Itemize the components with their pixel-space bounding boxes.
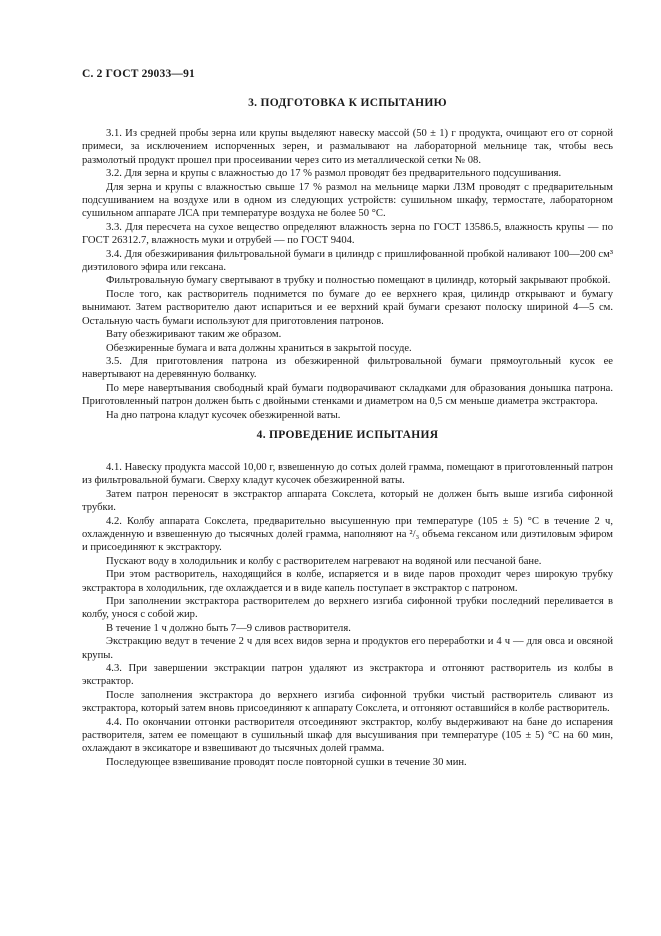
section-preparation bbox=[82, 97, 613, 422]
paragraph: При заполнении экстрактора растворителем до верхнего изгиба сифонной трубки последний переливается в колбу, унося с собой жир. bbox=[82, 596, 613, 621]
paragraph: После того, как растворитель поднимется по бумаге до ее верхнего края, цилиндр открывают и бумагу вынимают. Затем растворителю дают испариться и ее верхний край бумаги срезают полоску шириной 4—5 см. Остальную часть бумаги используют для приготовления патронов. bbox=[82, 288, 613, 327]
paragraph: 3.5. Для приготовления патрона из обезжиренной фильтровальной бумаги прямоугольный кусок ее навертывают на деревянную болванку. bbox=[82, 355, 613, 381]
paragraph: Пускают воду в холодильник и колбу с растворителем нагревают на водяной или песчаной бане. bbox=[106, 555, 542, 567]
paragraph: Фильтровальную бумагу свертывают в трубку и полностью помещают в цилиндр, который закрывают пробкой. bbox=[106, 275, 611, 287]
section-testing bbox=[82, 461, 613, 769]
paragraph: По мере навертывания свободный край бумаги подворачивают складками для образования донышка патрона. Приготовленный патрон должен быть с двойными стенками и диаметром на 0,5 см меньше диаметра экстрактора. bbox=[82, 382, 613, 408]
paragraph: 4.4. По окончании отгонки растворителя отсоединяют экстрактор, колбу выдерживают на бане до испарения растворителя, затем ее помещают в сушильный шкаф для высушивания при температуре (105 ± 5) °С на 60 мин, охлаждают в эксикаторе и взвешивают до тысячных долей грамма. bbox=[82, 716, 613, 755]
paragraph: Для зерна и крупы с влажностью свыше 17 % размол на мельнице марки ЛЗМ проводят с предварительным подсушиванием на воздухе или в одном из следующих устройств: сушильном шкафу, термостате, лабораторном сушильном аппарате ЛСА при температуре воздуха не более 50 °С. bbox=[82, 181, 613, 220]
section-title: 4. ПРОВЕДЕНИЕ ИСПЫТАНИЯ bbox=[256, 428, 439, 441]
paragraph: На дно патрона кладут кусочек обезжиренной ваты. bbox=[106, 409, 341, 421]
paragraph: 3.1. Из средней пробы зерна или крупы выделяют навеску массой (50 ± 1) г продукта, очищают его от сорной примеси, за исключением испорченных зерен, и размалывают на лабораторной мельнице так, чтобы весь размолотый продукт прошел при просеивании через сито из металлической сетки № 08. bbox=[82, 128, 613, 166]
paragraph: 4.3. При завершении экстракции патрон удаляют из экстрактора и отгоняют растворитель из колбы в экстрактор. bbox=[82, 663, 613, 688]
paragraph: Последующее взвешивание проводят после повторной сушки в течение 30 мин. bbox=[106, 756, 467, 768]
section-title: 3. ПОДГОТОВКА К ИСПЫТАНИЮ bbox=[248, 97, 447, 109]
page-header: С. 2 ГОСТ 29033—91 bbox=[82, 68, 195, 80]
paragraph: Вату обезжиривают таким же образом. bbox=[106, 329, 282, 341]
paragraph: 3.3. Для пересчета на сухое вещество определяют влажность зерна по ГОСТ 13586.5, влажность крупы — по ГОСТ 26312.7, влажность муки и отрубей — по ГОСТ 9404. bbox=[82, 221, 613, 247]
paragraph: 3.4. Для обезжиривания фильтровальной бумаги в цилиндр с пришлифованной пробкой наливают 100—200 см³ диэтилового эфира или гексана. bbox=[82, 248, 613, 274]
paragraph: 3.2. Для зерна и крупы с влажностью до 17 % размол проводят без предварительного подсушивания. bbox=[106, 168, 562, 180]
paragraph: Обезжиренные бумага и вата должны храниться в закрытой посуде. bbox=[106, 342, 412, 354]
paragraph: Затем патрон переносят в экстрактор аппарата Сокслета, который не должен быть выше изгиба сифонной трубки. bbox=[82, 488, 613, 514]
paragraph: В течение 1 ч должно быть 7—9 сливов растворителя. bbox=[106, 622, 351, 634]
paragraph: При этом растворитель, находящийся в колбе, испаряется и в виде паров проходит через широкую трубку экстрактора в холодильник, где охлаждается и в виде капель поступает в экстрактор с патроном. bbox=[82, 569, 613, 594]
paragraph: 4.2. Колбу аппарата Сокслета, предварительно высушенную при температуре (105 ± 5) °С в течение 2 ч, охлажденную и взвешенную до тысячных долей грамма, наполняют на ²/₃ объема гексаном или диэтиловым эфиром и присоединяют к экстрактору. bbox=[82, 515, 613, 554]
paragraph: 4.1. Навеску продукта массой 10,00 г, взвешенную до сотых долей грамма, помещают в приготовленный патрон из фильтровальной бумаги. Сверху кладут кусочек обезжиренной ваты. bbox=[82, 461, 613, 487]
paragraph: Экстракцию ведут в течение 2 ч для всех видов зерна и продуктов его переработки и 4 ч — для овса и овсяной крупы. bbox=[82, 636, 613, 661]
paragraph: После заполнения экстрактора до верхнего изгиба сифонной трубки чистый растворитель сливают из экстрактора, который затем вновь присоединяют к аппарату Сокслета, и отгоняют оставшийся в колбе растворитель. bbox=[82, 689, 613, 715]
